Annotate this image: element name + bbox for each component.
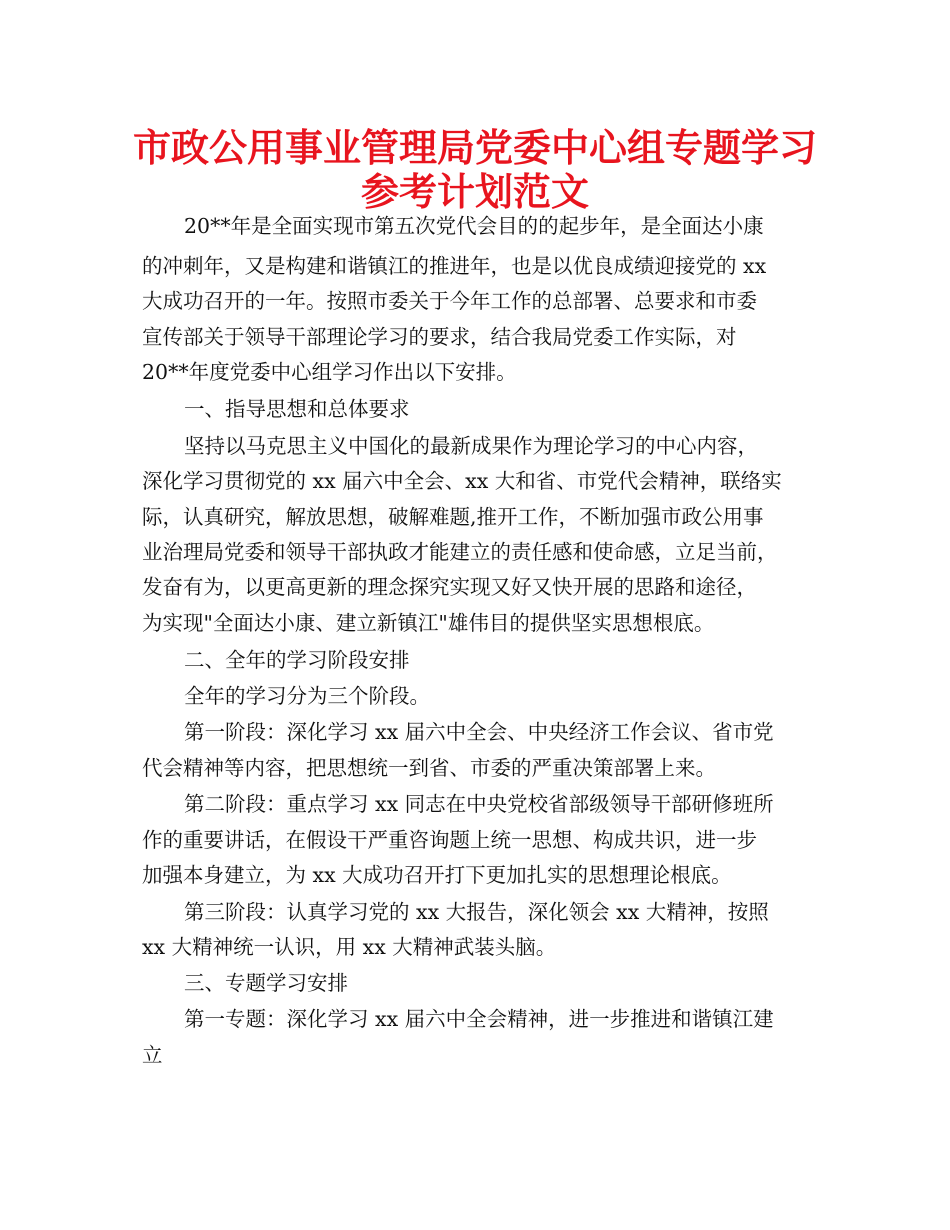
body-line: 立 [142, 1043, 163, 1067]
body-line: 发奋有为，以更高更新的理念探究实现又好又快开展的思路和途径， [142, 575, 757, 599]
body-line: 第一阶段：深化学习 xx 届六中全会、中央经济工作会议、省市党 [184, 720, 774, 744]
body-line: 大成功召开的一年。按照市委关于今年工作的总部署、总要求和市委 [142, 289, 757, 313]
body-line: 20**年度党委中心组学习作出以下安排。 [142, 360, 517, 384]
body-line: 第二阶段：重点学习 xx 同志在中央党校省部级领导干部研修班所 [184, 792, 774, 816]
section-heading: 三、专题学习安排 [184, 971, 348, 995]
body-line: 宣传部关于领导干部理论学习的要求，结合我局党委工作实际，对 [142, 325, 737, 349]
body-line: 作的重要讲话，在假设干严重咨询题上统一思想、构成共识，进一步 [142, 828, 757, 852]
body-line: 代会精神等内容，把思想统一到省、市委的严重决策部署上来。 [142, 756, 716, 780]
body-line: 的冲刺年，又是构建和谐镇江的推进年，也是以优良成绩迎接党的 xx [142, 254, 767, 278]
body-line: 20**年是全面实现市第五次党代会目的的起步年，是全面达小康 [184, 214, 764, 238]
body-line: 第一专题：深化学习 xx 届六中全会精神，进一步推进和谐镇江建 [184, 1007, 774, 1031]
document-title-line-2: 参考计划范文 [360, 170, 589, 214]
body-line: 加强本身建立，为 xx 大成功召开打下更加扎实的思想理论根底。 [142, 863, 732, 887]
section-heading: 二、全年的学习阶段安排 [184, 648, 410, 672]
body-line: 深化学习贯彻党的 xx 届六中全会、xx 大和省、市党代会精神，联络实 [142, 469, 782, 493]
section-heading: 一、指导思想和总体要求 [184, 397, 410, 421]
body-line: xx 大精神统一认识，用 xx 大精神武装头脑。 [142, 935, 557, 959]
document-title-line-1: 市政公用事业管理局党委中心组专题学习 [132, 126, 817, 170]
body-line: 为实现"全面达小康、建立新镇江"雄伟目的提供坚实思想根底。 [142, 611, 715, 635]
body-line: 际，认真研究，解放思想，破解难题,推开工作，不断加强市政公用事 [142, 505, 764, 529]
body-line: 业治理局党委和领导干部执政才能建立的责任感和使命感，立足当前， [142, 540, 778, 564]
body-line: 全年的学习分为三个阶段。 [184, 684, 430, 708]
body-line: 第三阶段：认真学习党的 xx 大报告，深化领会 xx 大精神，按照 [184, 900, 769, 924]
body-line: 坚持以马克思主义中国化的最新成果作为理论学习的中心内容， [184, 434, 758, 458]
